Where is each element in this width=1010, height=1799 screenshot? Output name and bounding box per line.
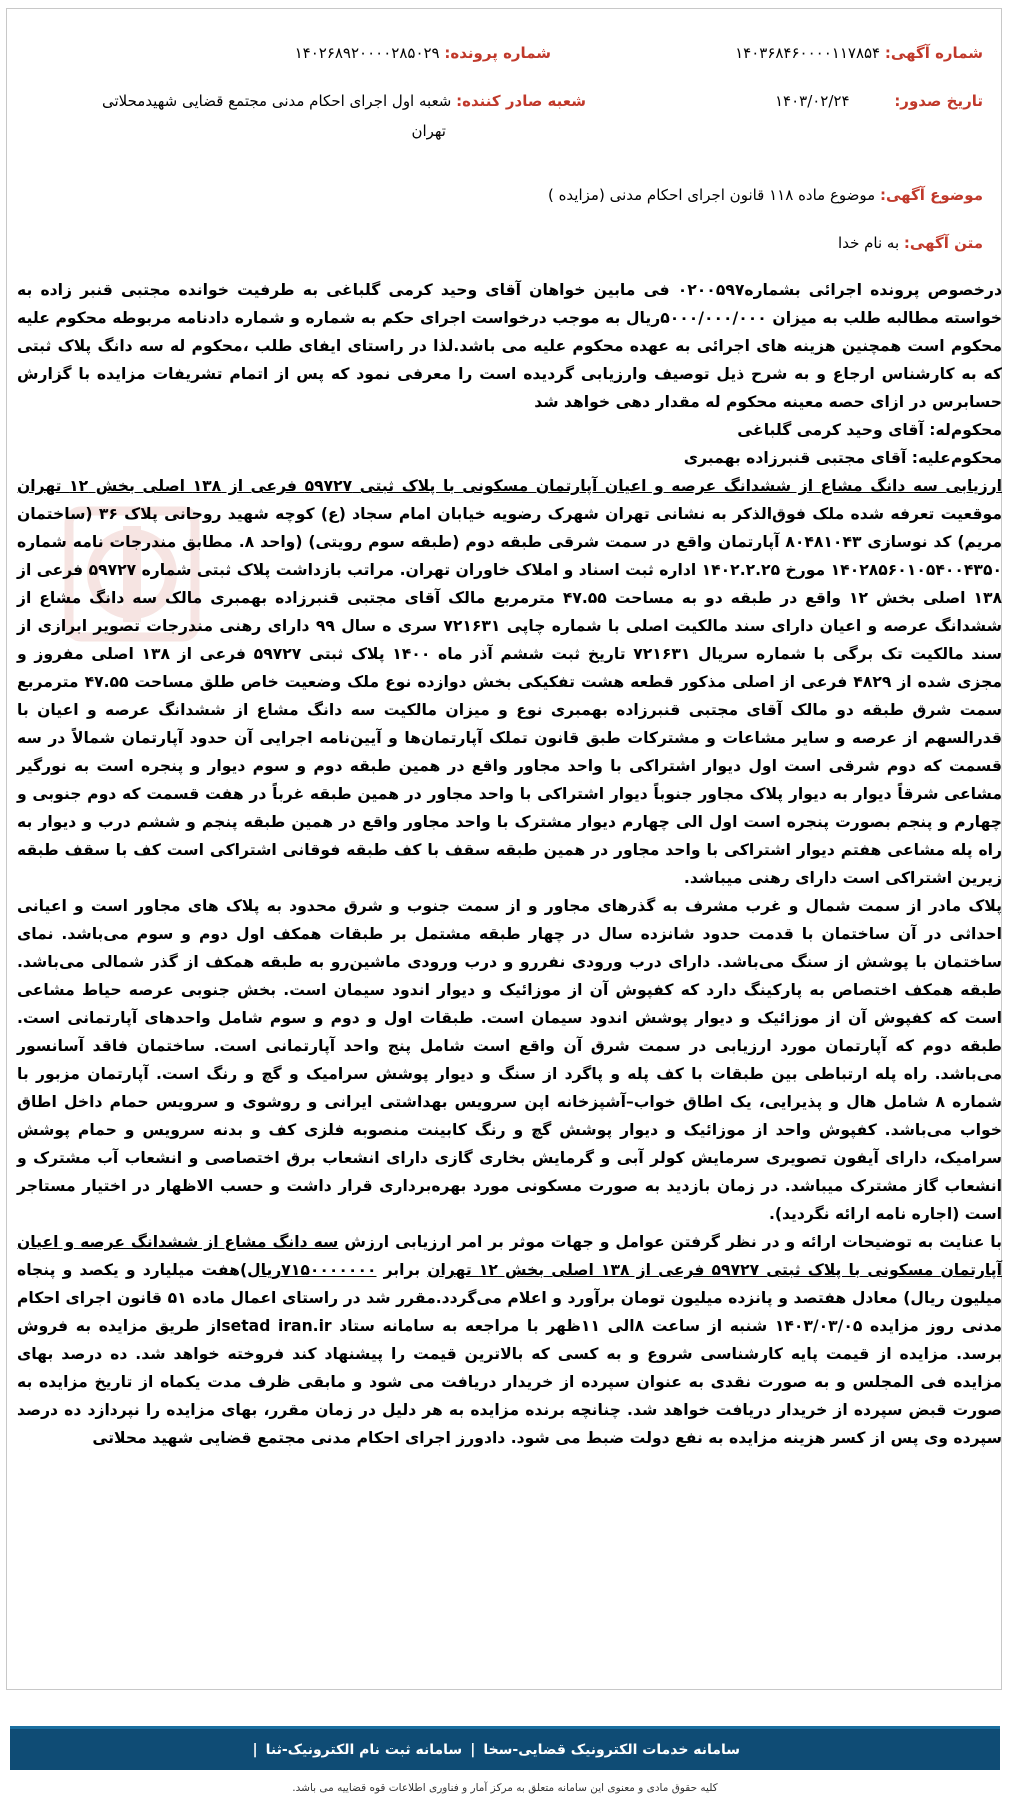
subject-label: موضوع آگهی: bbox=[879, 186, 983, 204]
notice-body bbox=[17, 276, 1002, 1452]
issuer-line2: تهران bbox=[411, 122, 446, 140]
body-paragraph-valuation bbox=[17, 1228, 1002, 1452]
footer-separator-2: | bbox=[252, 1741, 258, 1758]
footer-separator: | bbox=[470, 1741, 476, 1758]
body-paragraph-building: پلاک مادر از سمت شمال و غرب مشرف به گذرهای مجاور و از سمت جنوب و شرق محدود به پلاک های مجاور است و اعیانی احداثی در آن ساختمان با قدمت حدود شانزده سال در چهار طبقه مشتمل بر طبقات همکف اول دوم و سوم می‌باشد. نمای ساختمان با پوشش از سنگ می‌باشد. دارای درب ورودی نفررو و درب ورودی ماشین‌رو به طبقه همکف از گذر شمالی می‌باشد. طبقه همکف اختصاص به پارکینگ دارد که کفپوش آن از موزائیک و دیوار اندود سیمان است. بخش جنوبی عرصه حیاط مشاعی است که کفپوش آن از موزائیک و دیوار پوشش اندود سیمان است. طبقات اول و دوم و سوم شامل واحدهای آپارتمانی است. طبقه دوم که آپارتمان مورد ارزیابی در سمت شرق آن واقع است شامل پنج واحد آپارتمانی است. ساختمان فاقد آسانسور می‌باشد. راه پله ارتباطی بین طبقات با کف پله و پاگرد از سنگ و دیوار پوشش سرامیک و گچ و رنگ است. آپارتمان مزبور با شماره ۸ شامل هال و پذیرایی، یک اطاق خواب–آشپزخانه اپن سرویس بهداشتی ایرانی و روشوی و سرویس حمام داخل اطاق خواب می‌باشد. کفپوش واحد از موزائیک و دیوار پوشش گچ و رنگ کابینت منصوبه فلزی کف و بدنه سرویس و حمام پوشش سرامیک، دارای آیفون تصویری سرمایش کولر آبی و گرمایش بخاری گازی دارای انشعاب برق اختصاصی و انشعاب آب مشترک و انشعاب گاز مشترک میباشد. در زمان بازدید به صورت مسکونی مورد بهره‌برداری قرار داشت و حسب الاظهار در اختیار مستاجر است (اجاره نامه ارائه نگردید). bbox=[17, 897, 1002, 1223]
body-paragraph-intro: درخصوص پرونده اجرائی بشماره۰۲۰۰۵۹۷ فی مابین خواهان آقای وحید کرمی گلباغی به طرفیت خوانده مجتبی قنبر زاده به خواسته مطالبه طلب به میزان ۵۰۰۰/۰۰۰/۰۰۰ریال به موجب درخواست اجرای حکم به شماره و شماره دادنامه مربوطه محکوم علیه محکوم است همچنین هزینه های اجرائی به عهده محکوم علیه می باشد.لذا در راستای ایفای طلب ،محکوم له سه دانگ پلاک ثبتی که به کارشناس ارجاع و به شرح ذیل توصیف وارزیابی گردیده است را معرفی نمود که پس از اتمام تشریفات مزایده با گزارش حسابرس در ازای حصه معینه محکوم له مقدار دهی خواهد شد bbox=[17, 281, 1002, 411]
text-intro: به نام خدا bbox=[838, 234, 900, 252]
body-defendant: محکوم‌علیه: آقای مجتبی قنبرزاده بهمبری bbox=[683, 449, 1002, 467]
issuer-label: شعبه صادر کننده: bbox=[456, 92, 586, 110]
ad-number-label: شماره آگهی: bbox=[884, 44, 983, 62]
property-title-underlined: ارزیابی سه دانگ مشاع از ششدانگ عرصه و اعیان آپارتمان مسکونی با پلاک ثبتی ۵۹۷۲۷ فرعی از ۱۳۸ اصلی بخش ۱۲ تهران bbox=[17, 477, 1003, 495]
property-description: موقعیت تعرفه شده ملک فوق‌الذکر به نشانی تهران شهرک رضویه خیابان امام سجاد (ع) کوچه شهید روحانی پلاک ۳۶ (ساختمان مریم) کد نوسازی ۸۰۴۸۱۰۴۳ آپارتمان واقع در سمت شرقی طبقه دوم (طبقه سوم رویتی) (واحد ۸. مطابق مندرجات نامه شماره ۱۴۰۲۸۵۶۰۱۰۵۴۰۰۴۳۵۰ مورخ ۱۴۰۲.۲.۲۵ اداره ثبت اسناد و املاک خاوران تهران. مراتب بازداشت پلاک ثبتی شماره ۵۹۷۲۷ فرعی از ۱۳۸ اصلی بخش ۱۲ واقع در طبقه دو به مساحت ۴۷.۵۵ مترمربع مالک آقای مجتبی قنبرزاده بهمبری مالک سه دانگ مشاع از ششدانگ عرصه و اعیان دارای سند مالکیت اصلی با شماره چاپی ۷۲۱۶۳۱ سری ه سال ۹۹ دارای رهنی مندرجات تصویر ابرازی از سند مالکیت تک برگی با شماره سریال ۷۲۱۶۳۱ تاریخ ثبت ششم آذر ماه ۱۴۰۰ پلاک ثبتی ۵۹۷۲۷ فرعی از ۱۳۸ اصلی مفروز و مجزی شده از ۴۸۲۹ فرعی از اصلی مذکور قطعه هشت تفکیکی بخش دوازده نوع ملک وضعیت خاص طلق مساحت ۴۷.۵۵ مترمربع سمت شرق طبقه دو مالک آقای مجتبی قنبرزاده بهمبری نوع و میزان مالکیت سه دانگ مشاع از ششدانگ عرصه و اعیان با قدرالسهم از عرصه و سایر مشاعات و مشترکات طبق قانون تملک آپارتمان‌ها و آیین‌نامه اجرایی آن حدود آپارتمان شمالاً در سه قسمت که دوم شرقی است اول دیوار اشتراکی با واحد مجاور واقع در همین طبقه دوم و سوم دیوار و پنجره است به نورگیر مشاعی شرقاً دیوار به دیوار پلاک مجاور جنوباً دیوار اشتراکی با واحد مجاور در همین طبقه غرباً در هفت قسمت که دوم جنوبی و چهارم و پنجم بصورت پنجره است اول الی چهارم دیوار مشترک با واحد مجاور واقع در همین طبقه پنجم و ششم درب و دیوار به راه پله مشاعی هفتم دیوار اشتراکی با واحد مجاور در همین طبقه سقف با کف طبقه فوقانی اشتراکی است کف با سقف طبقه زیرین اشتراکی است دارای رهنی میباشد. bbox=[17, 505, 1003, 887]
notice-frame bbox=[6, 8, 1002, 1690]
subject-row bbox=[548, 183, 983, 207]
body-paragraph-property bbox=[17, 472, 1002, 892]
subject-value: موضوع ماده ۱۱۸ قانون اجرای احکام مدنی (مزایده ) bbox=[547, 186, 876, 204]
case-number-label: شماره پرونده: bbox=[444, 44, 551, 62]
footer-link-sakha[interactable]: سامانه خدمات الکترونیک قضایی-سخا bbox=[483, 1741, 740, 1758]
text-label: متن آگهی: bbox=[903, 234, 983, 252]
footer-copyright: کلیه حقوق مادی و معنوی این سامانه متعلق به مرکز آمار و فناوری اطلاعات قوه قضاییه می باشد. bbox=[292, 1782, 718, 1794]
valuation-equals: برابر bbox=[376, 1261, 428, 1279]
footer-bar bbox=[10, 1726, 1000, 1770]
valuation-rest: )هفت میلیارد و یکصد و پنجاه میلیون ریال) معادل هفتصد و پانزده میلیون تومان برآورد و اعلام می‌گردد.مقرر شد در راستای اعمال ماده ۵۱ قانون اجرای احکام مدنی روز مزایده ۱۴۰۳/۰۳/۰۵ شنبه از ساعت ۸الی ۱۱ظهر با مراجعه به سامانه ستاد setad iran.irاز طریق مزایده به فروش برسد. مزایده از قیمت پایه کارشناسی شروع و به کسی که بالاترین قیمت را پیشنهاد کند فروخته خواهد شد. ده درصد بهای مزایده فی المجلس و به صورت نقدی به عنوان سپرده از خریدار دریافت می شود و مابقی ظرف مدت یکماه از تاریخ مزایده به صورت قبض سپرده از خریدار دریافت خواهد شد. چنانچه برنده مزایده به هر دلیل در زمان مقرر، بهای مزایده را نپردازد ده درصد سپرده وی پس از کسر هزینه مزایده به نفع دولت ضبط می شود. دادورز اجرای احکام مدنی مجتمع قضایی شهید محلاتی bbox=[17, 1261, 1003, 1447]
valuation-amount-underlined: ۷۱۵۰۰۰۰۰۰۰ریال bbox=[247, 1261, 377, 1279]
issue-date-label: تاریخ صدور: bbox=[894, 92, 983, 110]
body-plaintiff: محکوم‌له: آقای وحید کرمی گلباغی bbox=[737, 421, 1002, 439]
issuer-value: شعبه اول اجرای احکام مدنی مجتمع قضایی شهیدمحلاتی bbox=[101, 92, 452, 110]
ad-number-row bbox=[735, 41, 983, 65]
issue-date-value: ۱۴۰۳/۰۲/۲۴ bbox=[774, 92, 850, 110]
case-number-value: ۱۴۰۲۶۸۹۲۰۰۰۰۲۸۵۰۲۹ bbox=[294, 44, 440, 62]
case-number-row bbox=[295, 41, 551, 65]
text-label-row bbox=[838, 231, 983, 255]
ad-number-value: ۱۴۰۳۶۸۴۶۰۰۰۰۱۱۷۸۵۴ bbox=[735, 44, 881, 62]
valuation-intro: با عنایت به توضیحات ارائه و در نظر گرفتن عوامل و جهات موثر بر امر ارزیابی ارزش bbox=[338, 1233, 1003, 1251]
issue-date-row bbox=[775, 89, 983, 113]
footer-link-sana[interactable]: سامانه ثبت نام الکترونیک-ثنا bbox=[265, 1741, 463, 1758]
valuation-property-underlined: سه دانگ مشاع از ششدانگ عرصه و اعیان آپارتمان مسکونی با پلاک ثبتی ۵۹۷۲۷ فرعی از ۱۳۸ اصلی بخش ۱۲ تهران bbox=[17, 1233, 1002, 1279]
issuer-row bbox=[102, 89, 586, 113]
